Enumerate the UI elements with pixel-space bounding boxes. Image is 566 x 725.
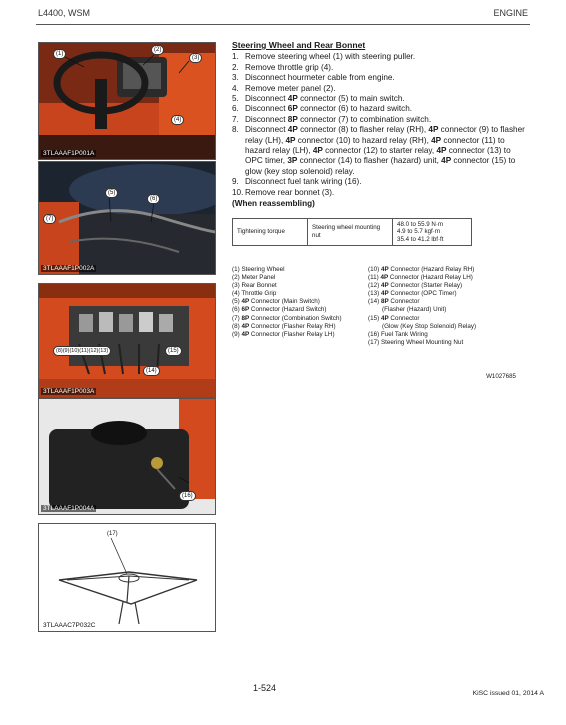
photo-fuel-tank-wiring — [38, 161, 216, 275]
step-item: 10. Remove rear bonnet (3). — [232, 187, 335, 197]
steps-list — [232, 52, 530, 198]
photo-caption: 3TLAAAC7P032C — [43, 622, 96, 629]
legend-col-right: (10) 4P Connector (Hazard Relay RH) (11) 4P Connector (Hazard Relay LH) (12) 4P Connector (Starter Relay) (13) 4P Connector (OPC Timer) (14) 8P Connector (Flasher (Hazard) Unit) (15) 4P Connector (Glow (Key Stop Solenoid) Relay) (16) Fuel Tank Wiring (17) Steering Wheel Mounting Nut — [368, 266, 477, 346]
page-number: 1-524 — [253, 683, 277, 693]
header-model: L4400, WSM — [38, 8, 91, 18]
callout-2: (2) — [151, 45, 164, 55]
photo-caption: 3TLAAAF1P004A — [43, 505, 95, 512]
photo-caption: 3TLAAAF1P003A — [43, 388, 95, 395]
document-id: W1027685 — [486, 373, 516, 380]
legend-col-left: (1) Steering Wheel (2) Meter Panel (3) Rear Bonnet (4) Throttle Grip (5) 4P Connector (Main Switch) (6) 6P Connector (Hazard Switch) (7) 8P Connector (Combination Switch) (8) 4P Connector (Flasher Relay RH) (9) 4P Connector (Flasher Relay LH) — [232, 266, 342, 338]
photo-rear-bonnet — [38, 398, 216, 515]
callout-16: (16) — [179, 491, 196, 501]
procedure-section — [232, 40, 530, 246]
torque-label: Tightening torque — [233, 218, 308, 246]
callout-6: (6) — [147, 194, 160, 204]
photo-connectors — [38, 283, 216, 398]
torque-values: 48.0 to 55.9 N·m 4.9 to 5.7 kgf·m 35.4 to 41.2 lbf·ft — [393, 218, 472, 246]
torque-item: Steering wheel mounting nut — [308, 218, 393, 246]
callout-row: (8)(9)(10)(11)(12)(13) — [53, 346, 111, 356]
step-item: 2. Remove throttle grip (4). — [232, 62, 334, 72]
callout-8: (14) — [143, 366, 160, 376]
section-title: Steering Wheel and Rear Bonnet — [232, 40, 366, 50]
step-item: 8. Disconnect 4P connector (8) to flasher relay (RH), 4P connector (9) to flasher relay (LH), 4P connector (10) to hazard relay (RH), 4P connector (11) to hazard relay (LH), 4P connector (12) to starter relay, 4P connector (13) to OPC timer, 3P connector (14) to flasher (hazard) unit, 4P connector (15) to glow (key stop solenoid) relay. — [232, 125, 525, 176]
torque-table — [232, 218, 472, 247]
photo-caption: 3TLAAAF1P001A — [43, 150, 95, 157]
callout-4: (4) — [171, 115, 184, 125]
step-item: 5. Disconnect 4P connector (5) to main switch. — [232, 94, 405, 104]
callout-17: (17) — [107, 531, 118, 537]
step-item: 4. Remove meter panel (2). — [232, 83, 336, 93]
step-item: 6. Disconnect 6P connector (6) to hazard switch. — [232, 104, 413, 114]
photo-steering-wheel — [38, 42, 216, 160]
when-reassembling-heading: (When reassembling) — [232, 199, 315, 209]
step-item: 9. Disconnect fuel tank wiring (16). — [232, 177, 362, 187]
step-item: 1. Remove steering wheel (1) with steering puller. — [232, 52, 416, 62]
step-item: 3. Disconnect hourmeter cable from engine. — [232, 73, 395, 83]
step-item: 7. Disconnect 8P connector (7) to combination switch. — [232, 114, 432, 124]
callout-1: (1) — [53, 49, 66, 59]
drawing-steering-nut — [38, 523, 216, 632]
issue-info: KiSC issued 01, 2014 A — [472, 690, 544, 697]
header-divider — [36, 24, 530, 25]
callout-5: (5) — [105, 188, 118, 198]
callout-7: (7) — [43, 214, 56, 224]
header-section: ENGINE — [493, 8, 528, 18]
callout-3: (3) — [189, 53, 202, 63]
callout-9: (15) — [165, 346, 182, 356]
photo-caption: 3TLAAAF1P002A — [43, 265, 95, 272]
